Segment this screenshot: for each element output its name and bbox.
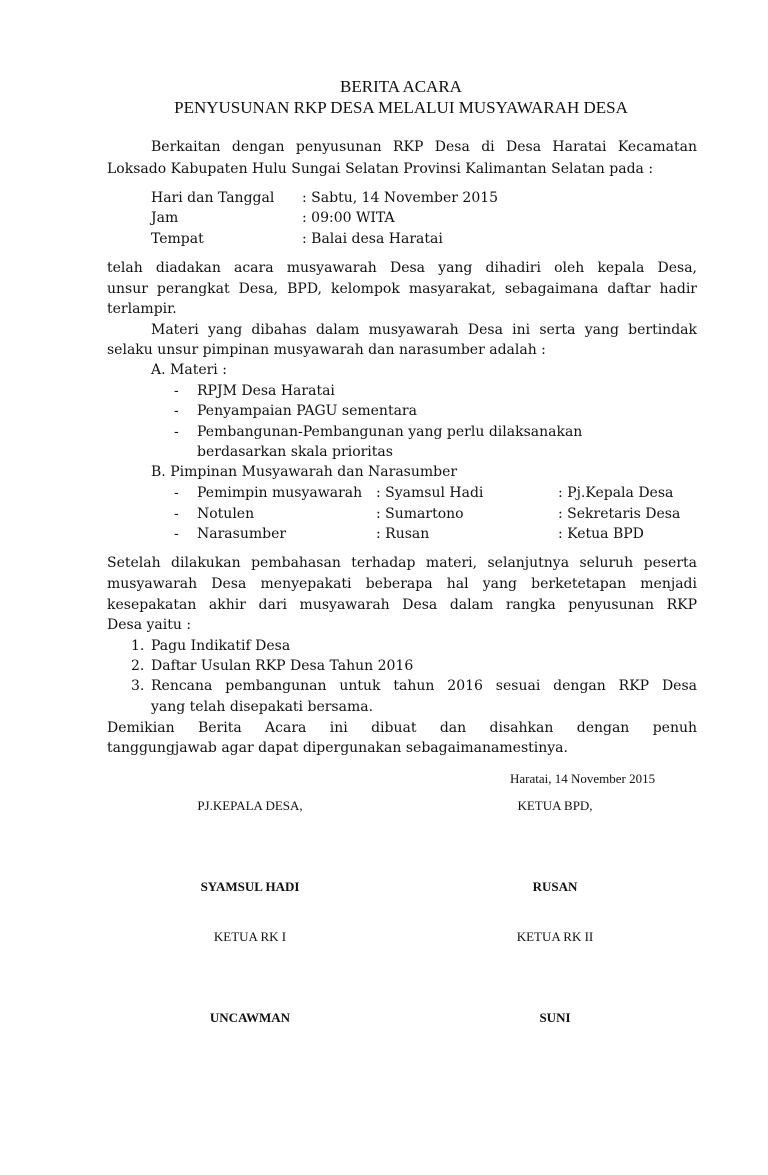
- bullet: -: [174, 506, 179, 522]
- detail-label-time: Jam: [151, 210, 179, 226]
- materi-item-1: RPJM Desa Haratai: [197, 383, 335, 399]
- intro-line-2: Loksado Kabupaten Hulu Sungai Selatan Provinsi Kalimantan Selatan pada :: [107, 161, 654, 177]
- closing-line-2: tanggungjawab agar dapat dipergunakan sebagaimanamestinya.: [107, 740, 568, 756]
- section-a-heading: A. Materi :: [151, 362, 227, 378]
- signature-left-title: PJ.KEPALA DESA,: [197, 798, 303, 813]
- paragraph-1-line-1: telah diadakan acara musyawarah Desa yang dihadiri oleh kepala Desa,: [107, 260, 697, 276]
- signature-right-name: RUSAN: [532, 879, 578, 894]
- paragraph-3-line-4: Desa yaitu :: [107, 617, 192, 633]
- signature-left-title-2: KETUA RK I: [213, 929, 287, 944]
- leader-role: Pemimpin musyawarah: [197, 485, 363, 501]
- agreement-number: 3.: [131, 678, 145, 694]
- materi-item-3-cont: berdasarkan skala prioritas: [197, 444, 393, 460]
- notulen-position: : Sekretaris Desa: [558, 506, 681, 522]
- bullet: -: [174, 424, 179, 440]
- detail-label-place: Tempat: [151, 231, 204, 247]
- document-subtitle: PENYUSUNAN RKP DESA MELALUI MUSYAWARAH DESA: [174, 98, 628, 117]
- bullet: -: [174, 403, 179, 419]
- paragraph-2-line-2: selaku unsur pimpinan musyawarah dan narasumber adalah :: [107, 342, 546, 358]
- narasumber-position: : Ketua BPD: [558, 526, 644, 542]
- paragraph-1-line-3: terlampir.: [107, 301, 177, 317]
- agreement-item-3: Rencana pembangunan untuk tahun 2016 sesuai dengan RKP Desa: [151, 678, 697, 694]
- signature-left-name-2: UNCAWMAN: [209, 1010, 291, 1025]
- detail-value-time: : 09:00 WITA: [302, 210, 395, 226]
- paragraph-3-line-1: Setelah dilakukan pembahasan terhadap materi, selanjutnya seluruh peserta: [107, 555, 697, 571]
- intro-line-1: Berkaitan dengan penyusunan RKP Desa di Desa Haratai Kecamatan: [151, 139, 697, 155]
- agreement-item-3-cont: yang telah disepakati bersama.: [151, 699, 374, 715]
- materi-item-2: Penyampaian PAGU sementara: [197, 403, 417, 419]
- bullet: -: [174, 526, 179, 542]
- signature-right-title: KETUA BPD,: [517, 798, 593, 813]
- narasumber-name: : Rusan: [376, 526, 430, 542]
- notulen-role: Notulen: [197, 506, 255, 522]
- agreement-item-1: Pagu Indikatif Desa: [151, 638, 291, 654]
- document-title: BERITA ACARA: [340, 77, 462, 96]
- narasumber-role: Narasumber: [197, 526, 287, 542]
- signature-right-title-2: KETUA RK II: [516, 929, 594, 944]
- agreement-number: 1.: [131, 638, 145, 654]
- materi-item-3: Pembangunan-Pembangunan yang perlu dilaksanakan: [197, 424, 583, 440]
- detail-value-date: : Sabtu, 14 November 2015: [302, 190, 499, 206]
- notulen-name: : Sumartono: [376, 506, 464, 522]
- signature-right-name-2: SUNI: [539, 1010, 571, 1025]
- agreement-number: 2.: [131, 658, 145, 674]
- closing-line-1: Demikian Berita Acara ini dibuat dan disahkan dengan penuh: [107, 720, 697, 736]
- paragraph-3-line-3: kesepakatan akhir dari musyawarah Desa dalam rangka penyusunan RKP: [107, 597, 697, 613]
- detail-value-place: : Balai desa Haratai: [302, 231, 443, 247]
- bullet: -: [174, 485, 179, 501]
- paragraph-3-line-2: musyawarah Desa menyepakati beberapa hal yang berketetapan menjadi: [107, 576, 697, 592]
- paragraph-1-line-2: unsur perangkat Desa, BPD, kelompok masyarakat, sebagaimana daftar hadir: [107, 281, 697, 297]
- bullet: -: [174, 383, 179, 399]
- place-date: Haratai, 14 November 2015: [510, 771, 656, 786]
- signature-left-name: SYAMSUL HADI: [200, 879, 300, 894]
- agreement-item-2: Daftar Usulan RKP Desa Tahun 2016: [151, 658, 414, 674]
- leader-position: : Pj.Kepala Desa: [558, 485, 674, 501]
- section-b-heading: B. Pimpinan Musyawarah dan Narasumber: [151, 464, 458, 480]
- leader-name: : Syamsul Hadi: [376, 485, 484, 501]
- paragraph-2-line-1: Materi yang dibahas dalam musyawarah Desa ini serta yang bertindak: [151, 322, 697, 338]
- detail-label-date: Hari dan Tanggal: [151, 190, 275, 206]
